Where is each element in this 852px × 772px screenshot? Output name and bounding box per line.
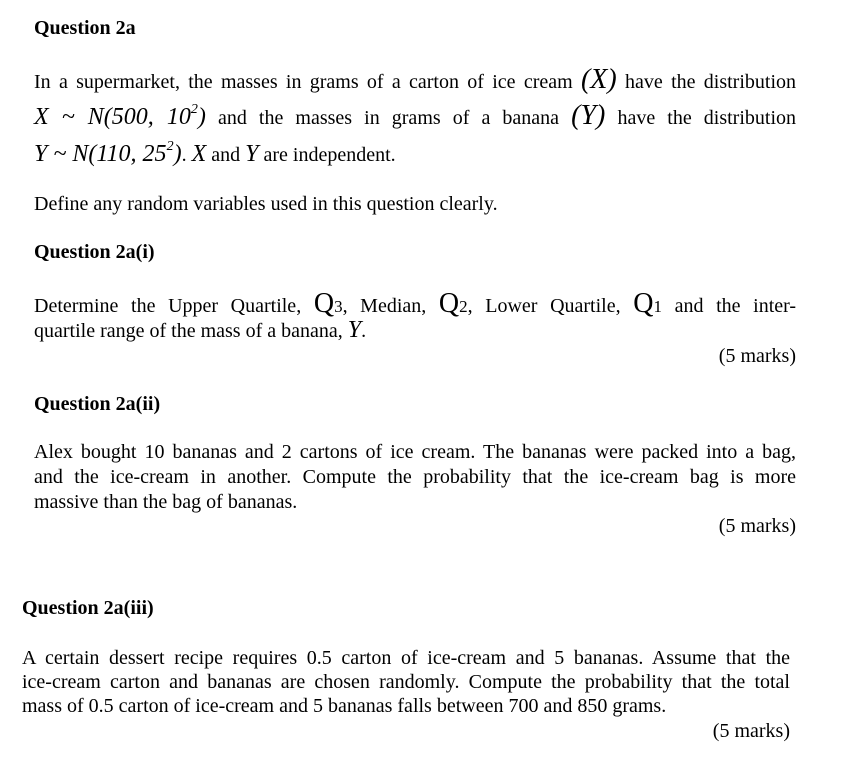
q2aiii-line-2: ice-cream carton and bananas are chosen randomly. Compute the probability that the total [22,671,790,693]
var-x: X [191,141,207,167]
intro-line1-text-b: have the distribution [625,71,797,93]
q2aii-line-1: Alex bought 10 bananas and 2 cartons of ice cream. The bananas were packed into a bag, [34,441,796,463]
q1-symbol: Q1 [633,288,662,319]
intro-line-3: Y ~ N(110, $25^2$). X and Y are independent. [34,139,396,167]
var-x-paren: (X) [580,64,617,95]
q2aiii-line-3: mass of 0.5 carton of ice-cream and 5 bananas falls between 700 and 850 grams. [22,695,667,717]
var-y: Y [347,317,362,343]
heading-question-2a-iii: Question 2a(iii) [22,597,154,619]
marks-2a-iii: (5 marks) [712,720,790,742]
dist-x: X ~ N(500, $10^2$) [34,102,206,130]
heading-question-2a: Question 2a [34,17,136,39]
q2aii-line-3: massive than the bag of bananas. [34,491,298,513]
intro-line-2 [34,100,796,131]
heading-question-2a-ii: Question 2a(ii) [34,393,161,415]
marks-2a-i: (5 marks) [718,345,796,367]
define-instruction: Define any random variables used in this question clearly. [34,193,498,215]
intro-line3-rest: are independent. [263,144,396,166]
marks-2a-ii: (5 marks) [718,515,796,537]
var-y-paren: (Y) [571,100,606,131]
q2aiii-line-1: A certain dessert recipe requires 0.5 carton of ice-cream and 5 bananas. Assume that the [22,647,790,669]
intro-line2-text-b: have the distribution [617,107,796,129]
dist-y: Y ~ N(110, $25^2$) [34,139,182,167]
intro-line-1 [34,64,797,95]
q2-symbol: Q2 [438,288,468,319]
heading-question-2a-i: Question 2a(i) [34,241,155,263]
q2aii-line-2: and the ice-cream in another. Compute the probability that the ice-cream bag is more [34,466,796,488]
intro-line2-text-a: and the masses in grams of a banana [217,107,560,129]
intro-line1-text-a: In a supermarket, the masses in grams of a carton of ice cream [34,71,573,93]
q3-symbol: Q3 [313,288,343,319]
var-y: Y [245,141,259,167]
q2ai-line-2: quartile range of the mass of a banana, Y. [34,317,367,343]
q2ai-line-1: Determine the Upper Quartile, Q3, Median, Q2, Lower Quartile, Q1 and the inter- [34,288,797,319]
